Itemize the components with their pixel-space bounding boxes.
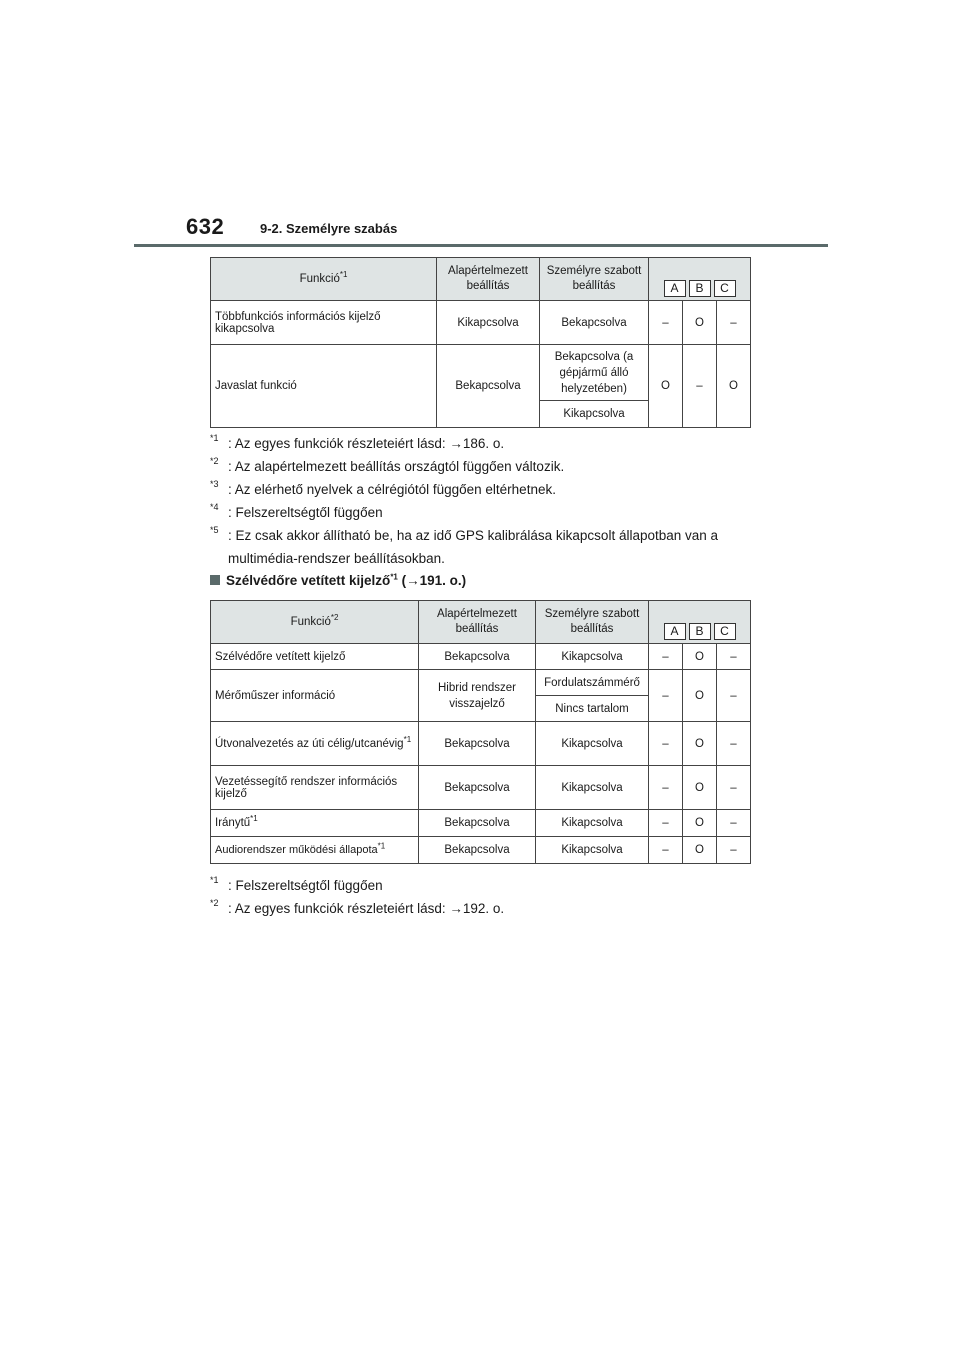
section-title: 9-2. Személyre szabás xyxy=(260,221,398,236)
box-a: A xyxy=(664,623,686,640)
square-bullet-icon xyxy=(210,575,220,585)
footnote: *2 : Az egyes funkciók részleteiért lásd: →192. o. xyxy=(210,898,505,916)
table-row: Szélvédőre vetített kijelző Bekapcsolva Kikapcsolva – O – xyxy=(211,644,751,670)
box-a: A xyxy=(664,280,686,297)
header-default: Alapértelmezett beállítás xyxy=(437,258,540,301)
footnotes-1 xyxy=(210,432,770,570)
page-number: 632 xyxy=(186,214,225,239)
table-row: Javaslat funkció Bekapcsolva Bekapcsolva (a gépjármű álló helyzetében) O – O xyxy=(211,345,751,401)
box-c: C xyxy=(714,623,736,640)
table-row: Többfunkciós információs kijelző kikapcsolva Kikapcsolva Bekapcsolva – O – xyxy=(211,301,751,345)
box-c: C xyxy=(714,280,736,297)
footnote: *2 : Az alapértelmezett beállítás országtól függően változik. xyxy=(210,456,565,474)
header-function: Funkció$^{*1}$ xyxy=(211,258,437,301)
footnote: *1 : Az egyes funkciók részleteiért lásd: →186. o. xyxy=(210,433,505,451)
footnote: *1 : Felszereltségtől függően xyxy=(210,875,383,893)
table-row: Útvonalvezetés az úti célig/utcanévig$^{*1}$ Bekapcsolva Kikapcsolva – O – xyxy=(211,722,751,766)
footnote: *4 : Felszereltségtől függően xyxy=(210,502,383,520)
box-b: B xyxy=(689,623,711,640)
footnote: *5 : Ez csak akkor állítható be, ha az idő GPS kalibrálása kikapcsolt állapotban van a multimédia-rendszer beállításokban. xyxy=(210,525,719,566)
header-abc xyxy=(649,258,751,301)
footnotes-2 xyxy=(210,874,770,920)
subsection-heading: Szélvédőre vetített kijelző$^{*1}$ (→191. o.) xyxy=(210,573,466,588)
table-row: Vezetéssegítő rendszer információs kijelző Bekapcsolva Kikapcsolva – O – xyxy=(211,766,751,810)
settings-table-1: Funkció$^{*1}$ Alapértelmezett beállítás Személyre szabott beállítás A B C Többfunkciós információs kijelző kikapcsolva Kikapcsolva Bekapcsolva – O – Javaslat funkció Bekapcsolva Bekapcsolva (a gépjármű álló helyzetében) O – O Kikapcsolva xyxy=(210,257,751,428)
table-row: Mérőműszer információ Hibrid rendszer visszajelző Fordulatszámmérő – O – xyxy=(211,670,751,696)
header-custom: Személyre szabott beállítás xyxy=(536,601,649,644)
header-default: Alapértelmezett beállítás xyxy=(419,601,536,644)
header-abc xyxy=(649,601,751,644)
header-custom: Személyre szabott beállítás xyxy=(540,258,649,301)
settings-table-2: Funkció$^{*2}$ Alapértelmezett beállítás Személyre szabott beállítás A B C Szélvédőre vetített kijelző Bekapcsolva Kikapcsolva – O – Mérőműszer információ Hibrid rendszer visszajelző Fordulatszámmérő – O – Nincs tartalom Útvonalvezetés az úti célig/utcanévig$^{*1}$ Bekapcsolva Kikapcsolva – O – Vezetéssegítő rendszer információs kijelző Bekapcsolva Kikapcsolva – O – Iránytű$^{*1}$ Bekapcsolva Kikapcsolva – O – Audiorendszer működési állapota$^{*1}$ Bekapcsolva Kikapcsolva – O – xyxy=(210,600,751,864)
box-b: B xyxy=(689,280,711,297)
header-function: Funkció$^{*2}$ xyxy=(211,601,419,644)
header-rule xyxy=(134,244,828,247)
table-row: Iránytű$^{*1}$ Bekapcsolva Kikapcsolva – O – xyxy=(211,810,751,837)
footnote: *3 : Az elérhető nyelvek a célrégiótól függően eltérhetnek. xyxy=(210,479,556,497)
table-row: Audiorendszer működési állapota$^{*1}$ Bekapcsolva Kikapcsolva – O – xyxy=(211,837,751,864)
